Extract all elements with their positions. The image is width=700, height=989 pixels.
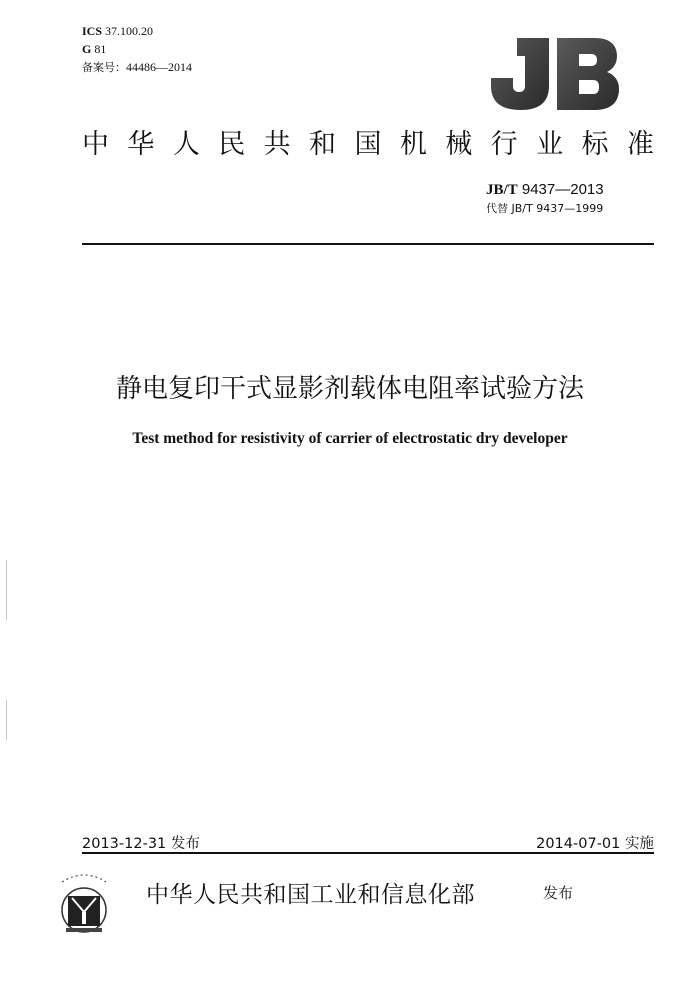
document-title-en: Test method for resistivity of carrier of electrostatic dry developer bbox=[132, 430, 568, 447]
ics-code: ICS 37.100.20 bbox=[82, 24, 154, 38]
implement-date: 2014-07-01 实施 bbox=[536, 836, 654, 852]
publisher-seal-icon bbox=[54, 868, 114, 940]
org-title-char: 人 bbox=[172, 129, 200, 160]
org-title-char: 机 bbox=[399, 129, 427, 160]
org-title-char: 准 bbox=[626, 129, 654, 160]
org-title-char: 械 bbox=[445, 129, 473, 160]
top-divider bbox=[82, 243, 654, 245]
bottom-divider bbox=[82, 852, 654, 854]
org-title-char: 标 bbox=[581, 129, 609, 160]
org-title-char: 共 bbox=[263, 129, 291, 160]
org-title bbox=[82, 122, 654, 161]
document-title-cn: 静电复印干式显影剂载体电阻率试验方法 bbox=[115, 374, 584, 404]
issuing-authority: 中华人民共和国工业和信息化部 bbox=[146, 882, 475, 908]
org-title-char: 国 bbox=[354, 129, 382, 160]
replaces-standard: 代替 JB/T 9437—1999 bbox=[486, 202, 604, 215]
scan-mark bbox=[6, 700, 7, 740]
publish-date: 2013-12-31 发布 bbox=[82, 836, 200, 852]
jb-standard-logo bbox=[487, 34, 621, 112]
standard-number-block bbox=[486, 180, 656, 217]
ccs-code: G 81 bbox=[82, 42, 107, 56]
issuing-suffix: 发布 bbox=[543, 884, 574, 902]
org-title-char: 行 bbox=[490, 129, 518, 160]
org-title-char: 业 bbox=[536, 129, 564, 160]
svg-text:JB: JB bbox=[487, 34, 488, 35]
scan-mark bbox=[6, 560, 7, 620]
standard-number: JB/T 9437—2013 bbox=[486, 181, 604, 198]
org-title-char: 和 bbox=[309, 129, 337, 160]
record-number: 备案号：44486—2014 bbox=[82, 60, 192, 74]
org-title-char: 中 bbox=[82, 129, 109, 160]
org-title-char: 民 bbox=[218, 129, 246, 160]
org-title-char: 华 bbox=[127, 129, 155, 160]
